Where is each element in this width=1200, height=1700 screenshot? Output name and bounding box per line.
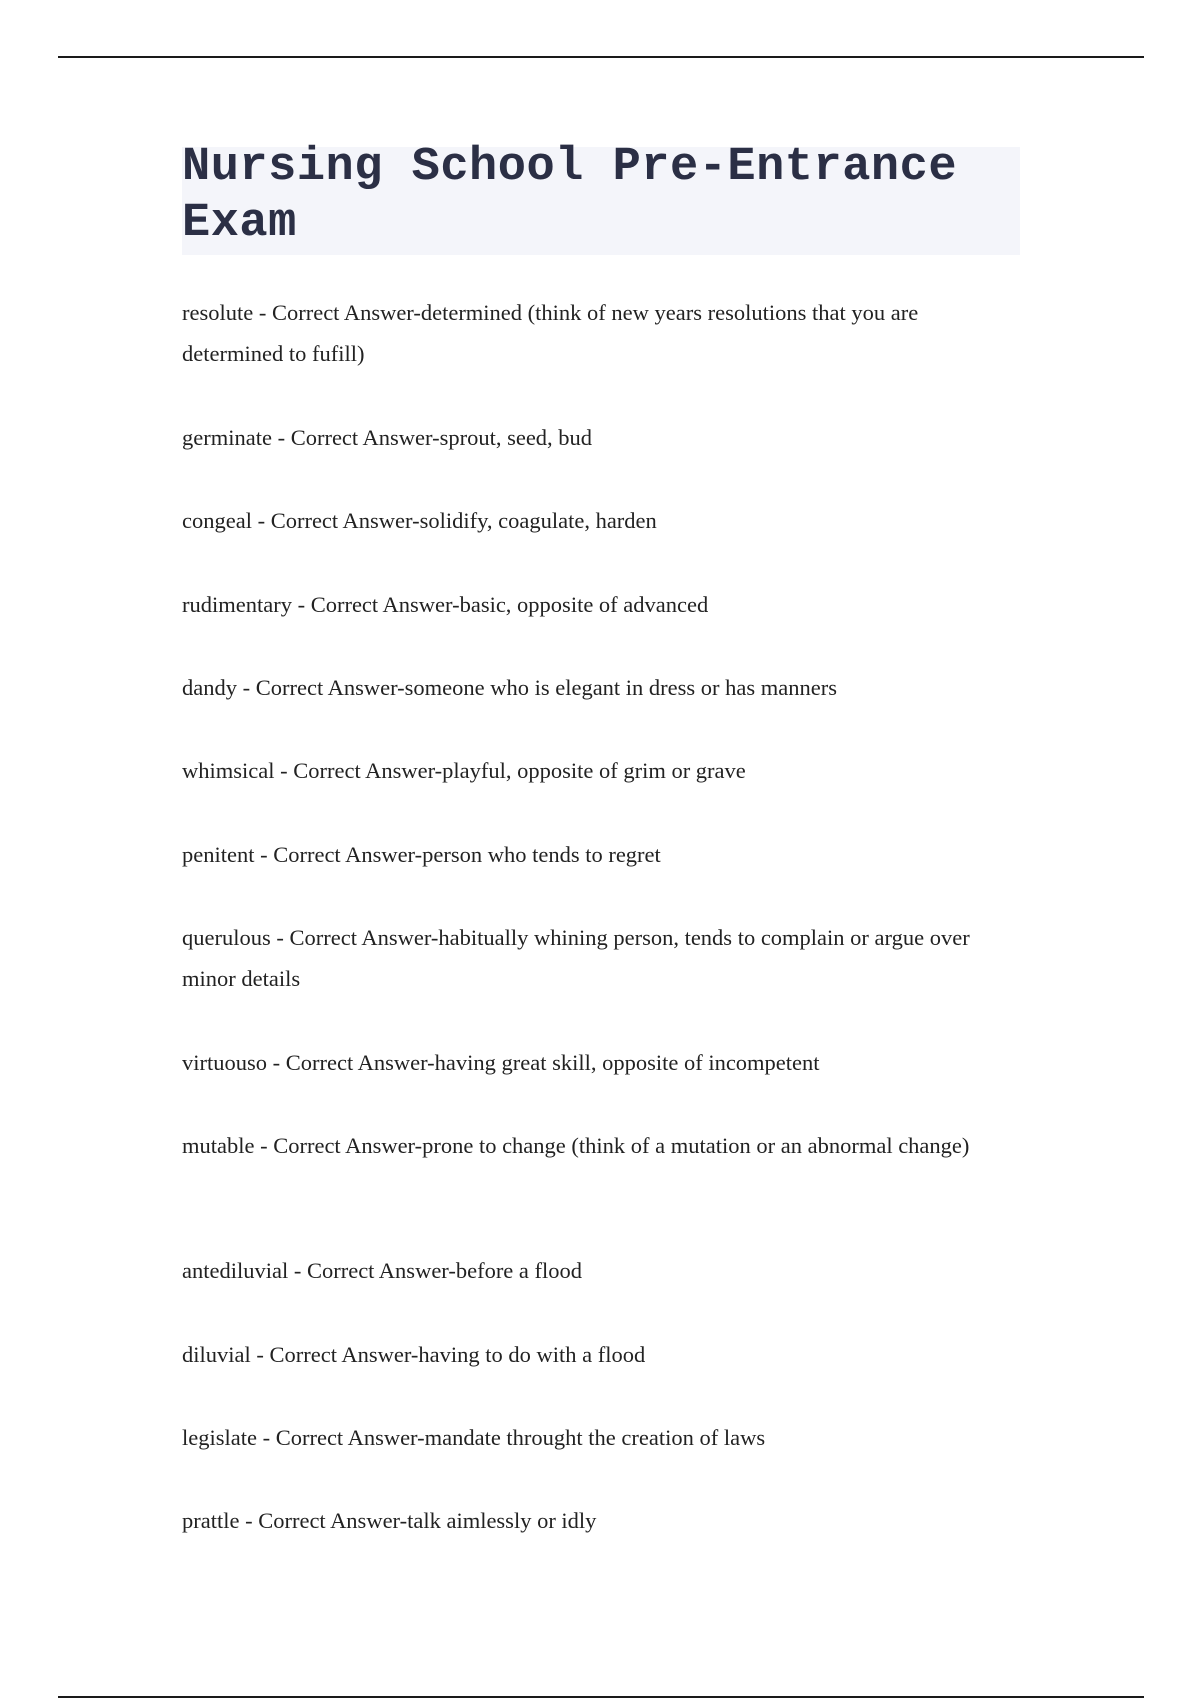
list-item: whimsical - Correct Answer-playful, opposite of grim or grave: [182, 758, 746, 783]
list-item: rudimentary - Correct Answer-basic, opposite of advanced: [182, 592, 709, 617]
list-item: germinate - Correct Answer-sprout, seed, bud: [182, 425, 593, 450]
list-item: legislate - Correct Answer-mandate throught the creation of laws: [182, 1425, 766, 1450]
page-title: Nursing School Pre-Entrance Exam: [182, 141, 958, 250]
list-item: virtuouso - Correct Answer-having great skill, opposite of incompetent: [182, 1050, 820, 1075]
list-item: congeal - Correct Answer-solidify, coagulate, harden: [182, 508, 657, 533]
list-item: antediluvial - Correct Answer-before a flood: [182, 1258, 583, 1283]
bottom-divider: [58, 1696, 1144, 1698]
list-item: prattle - Correct Answer-talk aimlessly or idly: [182, 1508, 597, 1533]
list-item: dandy - Correct Answer-someone who is elegant in dress or has manners: [182, 675, 838, 700]
top-divider: [58, 56, 1144, 58]
list-item: mutable - Correct Answer-prone to change (think of a mutation or an abnormal change): [182, 1133, 970, 1158]
list-item: resolute - Correct Answer-determined (think of new years resolutions that you are determined to fufill): [182, 300, 919, 366]
list-item: diluvial - Correct Answer-having to do with a flood: [182, 1342, 646, 1367]
list-item: querulous - Correct Answer-habitually whining person, tends to complain or argue over minor details: [182, 925, 970, 991]
list-item: penitent - Correct Answer-person who tends to regret: [182, 842, 661, 867]
